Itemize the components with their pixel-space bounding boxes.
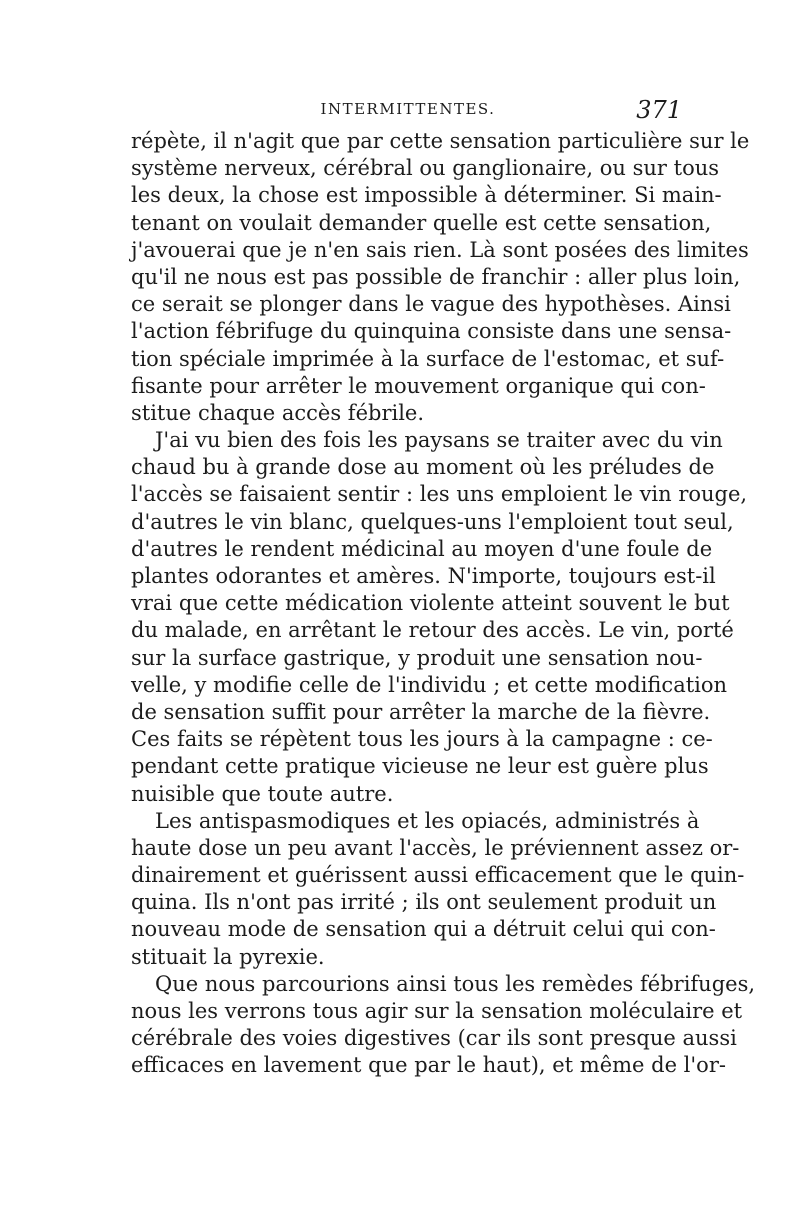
text-line: de sensation suffit pour arrêter la marche de la fièvre. [131,699,711,724]
page-number: 371 [636,96,682,124]
text-line: j'avouerai que je n'en sais rien. Là sont posées des limites [131,237,749,262]
text-line: fisante pour arrêter le mouvement organique qui con- [131,373,706,398]
text-line: efficaces en lavement que par le haut), et même de l'or- [131,1053,726,1078]
text-line: stituait la pyrexie. [131,944,325,969]
text-line: système nerveux, cérébral ou ganglionaire, ou sur tous [131,156,720,181]
text-line: les deux, la chose est impossible à déterminer. Si main- [131,183,722,208]
text-line: nouveau mode de sensation qui a détruit celui qui con- [131,917,716,942]
text-line: Que nous parcourions ainsi tous les remèdes fébrifuges, [155,971,756,996]
text-line: chaud bu à grande dose au moment où les préludes de [131,455,715,480]
text-line: haute dose un peu avant l'accès, le préviennent assez or- [131,835,740,860]
text-line: d'autres le rendent médicinal au moyen d'une foule de [131,536,713,561]
running-title: INTERMITTENTES. [320,100,496,118]
text-line: plantes odorantes et amères. N'importe, toujours est-il [131,564,716,588]
text-line: tenant on voulait demander quelle est cette sensation, [131,210,712,235]
paragraph [131,971,756,1080]
text-line: quina. Ils n'ont pas irrité ; ils ont seulement produit un [131,890,717,915]
text-line: Ces faits se répètent tous les jours à la campagne : ce- [131,727,713,752]
text-line: Les antispasmodiques et les opiacés, administrés à [155,808,700,833]
body-text [131,128,756,1080]
text-line: ce serait se plonger dans le vague des hypothèses. Ainsi [131,292,731,317]
text-line: l'accès se faisaient sentir : les uns emploient le vin rouge, [131,482,748,507]
paragraph [131,427,748,808]
text-line: dinairement et guérissent aussi efficacement que le quin- [131,863,745,888]
text-line: cérébrale des voies digestives (car ils sont presque aussi [131,1026,737,1051]
text-line: sur la surface gastrique, y produit une sensation nou- [131,645,703,670]
paragraph [131,128,750,427]
text-line: l'action fébrifuge du quinquina consiste dans une sensa- [131,319,732,344]
text-line: d'autres le vin blanc, quelques-uns l'emploient tout seul, [131,509,734,534]
text-line: stitue chaque accès fébrile. [131,400,425,425]
text-line: J'ai vu bien des fois les paysans se traiter avec du vin [155,428,723,453]
text-line: pendant cette pratique vicieuse ne leur est guère plus [131,754,709,779]
text-line: nuisible que toute autre. [131,781,394,806]
text-line: nous les verrons tous agir sur la sensation moléculaire et [131,999,743,1023]
text-line: vrai que cette médication violente atteint souvent le but [131,591,730,616]
text-line: répète, il n'agit que par cette sensation particulière sur le [131,129,750,153]
text-line: velle, y modifie celle de l'individu ; et cette modification [131,672,728,697]
running-head [132,96,684,128]
text-line: tion spéciale imprimée à la surface de l'estomac, et suf- [131,346,725,371]
text-line: qu'il ne nous est pas possible de franchir : aller plus loin, [131,264,741,289]
text-line: du malade, en arrêtant le retour des accès. Le vin, porté [131,618,734,643]
paragraph [131,808,745,971]
